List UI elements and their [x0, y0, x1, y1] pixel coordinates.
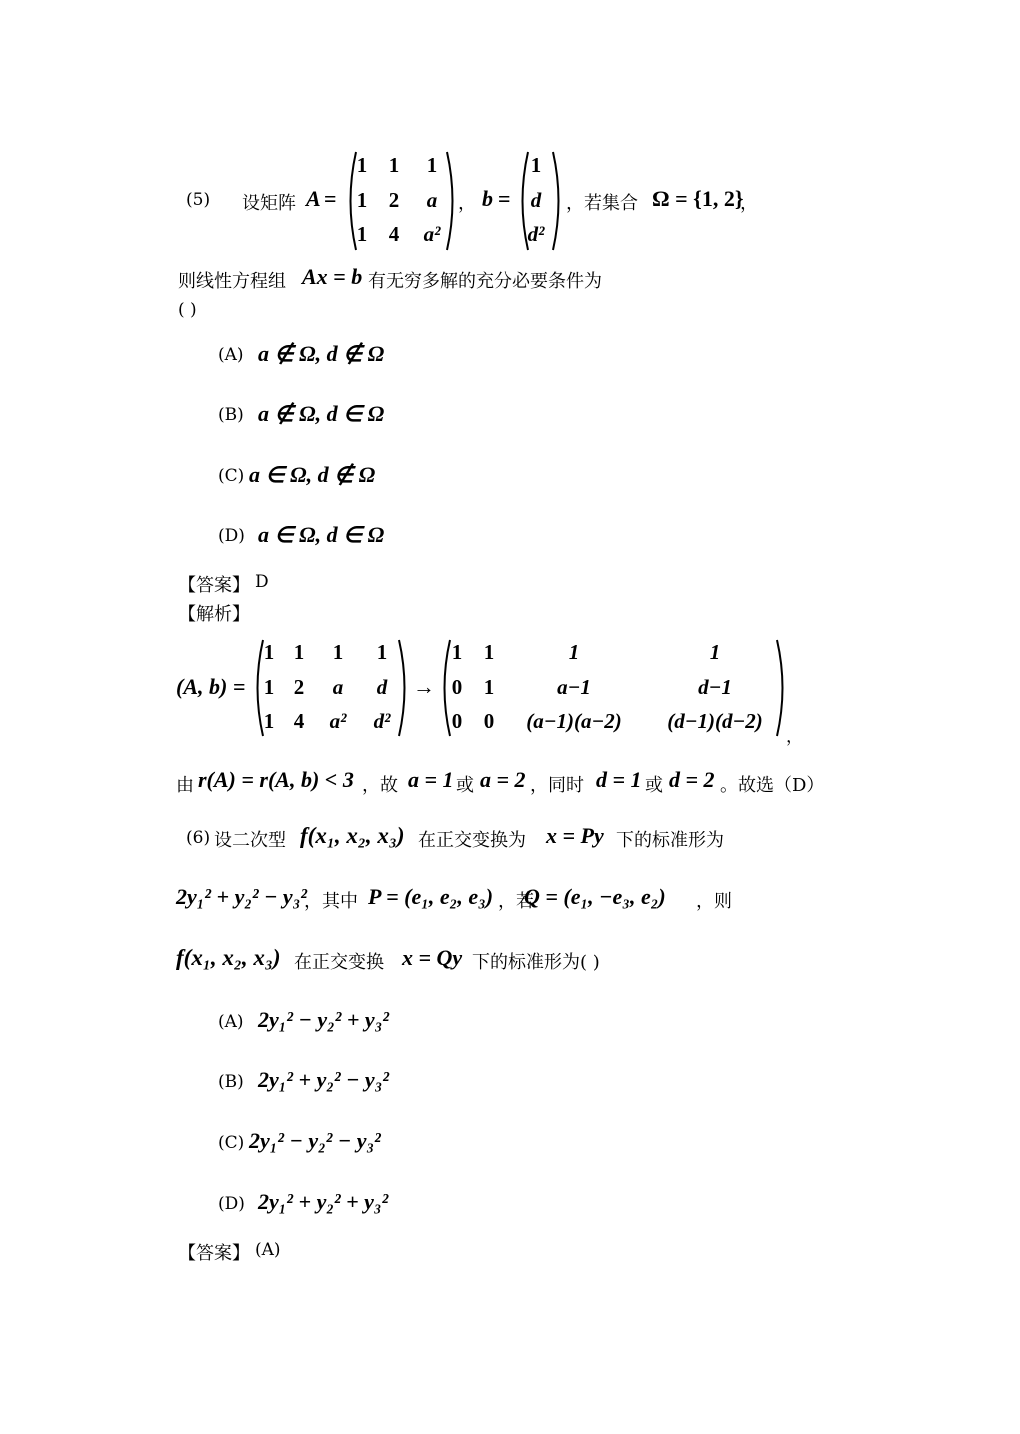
augmented-matrix-label: (A, b) =	[176, 674, 246, 699]
matrix-cell: 1	[388, 153, 400, 177]
equals-sign: =	[498, 186, 511, 211]
arrow-icon: →	[413, 674, 435, 699]
option-label: (C)	[218, 466, 245, 486]
analysis-text: ，故	[362, 775, 398, 796]
equation: Ax = b	[302, 264, 363, 289]
option-label: (D)	[218, 526, 245, 546]
set-definition: Ω = {1, 2}	[652, 186, 744, 211]
question-text: 设矩阵	[242, 193, 296, 214]
right-paren	[551, 150, 565, 252]
vector-cell: d	[530, 188, 542, 212]
analysis-text: 由	[176, 775, 194, 796]
standard-form: 2y₁² + y₂² − y₃²	[176, 884, 307, 909]
matrix-definition: P = (e₁, e₂, e₃)	[368, 884, 494, 909]
matrix-cell: 2	[388, 188, 400, 212]
matrix-cell: a	[426, 188, 438, 212]
equals-sign: =	[324, 186, 337, 211]
analysis-text: ，同时	[530, 775, 584, 796]
question-text: 则线性方程组	[178, 271, 286, 292]
matrix-cell: 1	[376, 640, 388, 664]
matrix-cell: 1	[356, 153, 368, 177]
quadratic-form: f(x₁, x₂, x₃)	[176, 945, 281, 970]
transform-equation: x = Py	[546, 823, 604, 848]
matrix-cell: 1	[483, 675, 495, 699]
quadratic-form: f(x₁, x₂, x₃)	[300, 823, 405, 848]
option-math: a ∉ Ω, d ∈ Ω	[258, 401, 385, 426]
matrix-cell: 0	[451, 675, 463, 699]
option-label: (A)	[218, 1012, 244, 1032]
matrix-cell: d	[376, 675, 388, 699]
transform-equation: x = Qy	[402, 945, 463, 970]
answer-label: 【答案】	[178, 575, 250, 596]
matrix-cell: 1	[568, 640, 580, 664]
matrix-cell: 4	[388, 222, 400, 246]
matrix-cell: 1	[356, 222, 368, 246]
matrix-definition: Q = (e₁, −e₃, e₂)	[524, 884, 666, 909]
separator: ，	[458, 193, 476, 214]
vector-cell: d²	[527, 222, 545, 246]
matrix-cell: 1	[293, 640, 305, 664]
option-math: 2y₁² − y₂² + y₃²	[258, 1007, 389, 1032]
matrix-cell: 1	[263, 675, 275, 699]
separator: ，	[786, 727, 803, 747]
option-math: 2y₁² + y₂² − y₃²	[258, 1067, 389, 1092]
matrix-cell: 0	[451, 709, 463, 733]
option-label: (A)	[218, 345, 244, 365]
option-math: 2y₁² − y₂² − y₃²	[249, 1128, 381, 1153]
option-label: (C)	[218, 1133, 245, 1153]
matrix-cell: 1	[451, 640, 463, 664]
option-math: 2y₁² + y₂² + y₃²	[258, 1189, 389, 1214]
matrix-symbol: A	[306, 186, 321, 211]
matrix-cell: (d−1)(d−2)	[667, 709, 763, 733]
question-text: 有无穷多解的充分必要条件为	[368, 271, 602, 292]
answer-value: (A)	[255, 1240, 281, 1260]
right-paren	[445, 150, 459, 252]
question-text: ，若	[498, 891, 534, 912]
question-text: ，其中	[304, 891, 358, 912]
right-paren	[397, 638, 411, 738]
question-text: 在正交变换	[294, 952, 384, 973]
question-number: (6)	[186, 828, 211, 848]
matrix-cell: 1	[332, 640, 344, 664]
analysis-text: 。故选（D）	[720, 775, 825, 796]
answer-label: 【答案】	[178, 1243, 250, 1264]
analysis-math: d = 2	[669, 767, 715, 792]
analysis-label: 【解析】	[178, 604, 250, 625]
option-math: a ∉ Ω, d ∉ Ω	[258, 341, 385, 366]
rank-condition: r(A) = r(A, b) < 3	[198, 767, 354, 792]
option-math: a ∈ Ω, d ∉ Ω	[249, 462, 376, 487]
matrix-cell: (a−1)(a−2)	[526, 709, 622, 733]
matrix-cell: 1	[263, 709, 275, 733]
matrix-cell: 1	[263, 640, 275, 664]
option-label: (B)	[218, 405, 244, 425]
separator: ，	[740, 193, 758, 214]
matrix-cell: 0	[483, 709, 495, 733]
analysis-math: a = 2	[480, 767, 526, 792]
analysis-math: d = 1	[596, 767, 642, 792]
matrix-cell: a−1	[557, 675, 591, 699]
matrix-cell: a²	[423, 222, 441, 246]
question-number: (5)	[186, 190, 211, 210]
analysis-text: 或	[645, 775, 663, 796]
question-text: ，则	[696, 891, 732, 912]
matrix-cell: a	[332, 675, 344, 699]
answer-value: D	[255, 572, 269, 592]
matrix-cell: 1	[426, 153, 438, 177]
vector-cell: 1	[530, 153, 542, 177]
question-text: ，若集合	[566, 193, 638, 214]
matrix-cell: a²	[329, 709, 347, 733]
option-label: (D)	[218, 1194, 245, 1214]
matrix-cell: 1	[709, 640, 721, 664]
option-math: a ∈ Ω, d ∈ Ω	[258, 522, 385, 547]
analysis-text: 或	[456, 775, 474, 796]
matrix-cell: 4	[293, 709, 305, 733]
matrix-cell: d−1	[698, 675, 732, 699]
matrix-cell: d²	[373, 709, 391, 733]
option-label: (B)	[218, 1072, 244, 1092]
matrix-cell: 1	[483, 640, 495, 664]
matrix-cell: 2	[293, 675, 305, 699]
answer-blank: ( )	[178, 300, 197, 320]
analysis-math: a = 1	[408, 767, 454, 792]
question-text: 在正交变换为	[418, 830, 526, 851]
question-text: 下的标准形为	[616, 830, 724, 851]
matrix-cell: 1	[356, 188, 368, 212]
question-text: 设二次型	[214, 830, 286, 851]
question-text: 下的标准形为( )	[472, 952, 600, 973]
vector-symbol: b	[482, 186, 493, 211]
